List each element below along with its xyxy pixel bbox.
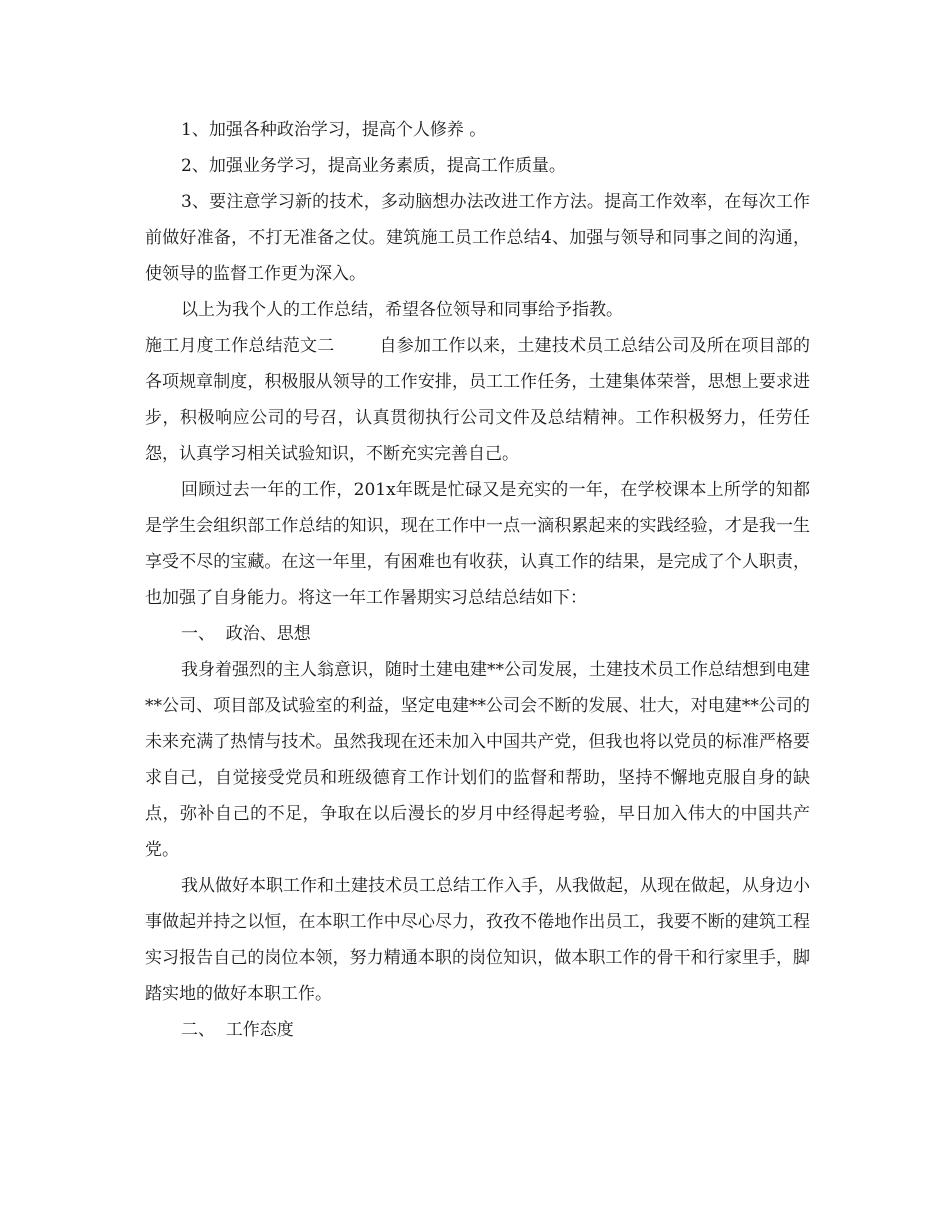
section-title-paragraph: 施工月度工作总结范文二 自参加工作以来，土建技术员工总结公司及所在项目部的各项规章制度，积极服从领导的工作安排，员工工作任务，土建集体荣誉，思想上要求进步，积极响应公司的号召，认真贯彻执行公司文件及总结精神。工作积极努力，任劳任怨，认真学习相关试验知识，不断充实完善自己。 (145, 336, 810, 464)
document-body (145, 112, 810, 1048)
section-heading-attitude: 二、 工作态度 (181, 1020, 294, 1040)
closing-paragraph: 以上为我个人的工作总结，希望各位领导和同事给予指教。 (181, 300, 623, 320)
work-paragraph: 我从做好本职工作和土建技术员工总结工作入手，从我做起，从现在做起，从身边小事做起并持之以恒，在本职工作中尽心尽力，孜孜不倦地作出员工，我要不断的建筑工程实习报告自己的岗位本领，努力精通本职的岗位知识，做本职工作的骨干和行家里手，脚踏实地的做好本职工作。 (145, 876, 810, 1004)
list-item-2: 2、加强业务学习，提高业务素质，提高工作质量。 (181, 156, 566, 176)
review-paragraph: 回顾过去一年的工作，201x年既是忙碌又是充实的一年，在学校课本上所学的知都是学生会组织部工作总结的知识，现在工作中一点一滴积累起来的实践经验，才是我一生享受不尽的宝藏。在这一年里，有困难也有收获，认真工作的结果，是完成了个人职责，也加强了自身能力。将这一年工作暑期实习总结总结如下： (145, 480, 810, 608)
section-heading-politics: 一、 政治、思想 (181, 624, 311, 644)
politics-paragraph: 我身着强烈的主人翁意识，随时土建电建**公司发展，土建技术员工作总结想到电建**公司、项目部及试验室的利益，坚定电建**公司会不断的发展、壮大，对电建**公司的未来充满了热情与技术。虽然我现在还未加入中国共产党，但我也将以党员的标准严格要求自己，自觉接受党员和班级德育工作计划们的监督和帮助，坚持不懈地克服自身的缺点，弥补自己的不足，争取在以后漫长的岁月中经得起考验，早日加入伟大的中国共产党。 (145, 660, 810, 860)
list-item-3: 3、要注意学习新的技术，多动脑想办法改进工作方法。提高工作效率，在每次工作前做好准备，不打无准备之仗。建筑施工员工作总结4、加强与领导和同事之间的沟通，使领导的监督工作更为深入。 (145, 192, 810, 284)
list-item-1: 1、加强各种政治学习，提高个人修养 。 (181, 120, 487, 140)
